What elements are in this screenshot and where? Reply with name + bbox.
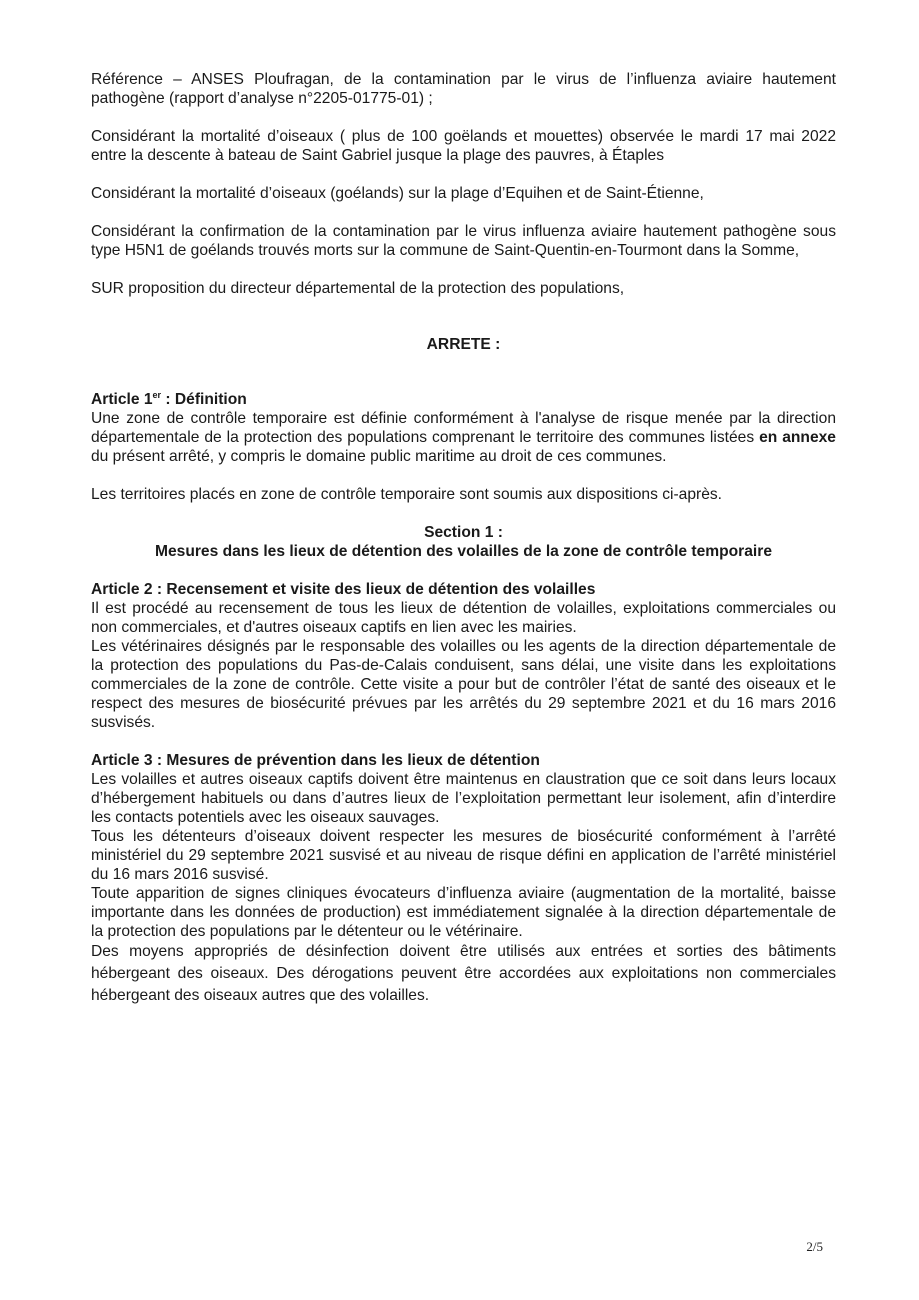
article-3-paragraph-4: Des moyens appropriés de désinfection doivent être utilisés aux entrées et sorties des bâtiments hébergeant des oiseaux. Des dérogations peuvent être accordées aux exploitations non commerciales hébergeant des oiseaux autres que des volailles. (91, 943, 836, 1004)
section-1-label: Section 1 : (424, 524, 503, 541)
page-number: 2/5 (806, 1239, 823, 1254)
section-1-heading (91, 523, 836, 561)
article-3-title: Article 3 : Mesures de prévention dans les lieux de détention (91, 752, 540, 769)
article-2-paragraph-2: Les vétérinaires désignés par le responsable des volailles ou les agents de la direction départementale de la protection des populations du Pas-de-Calais conduisent, sans délai, une visite dans les exploitations commerciales de la zone de contrôle. Cette visite a pour but de contrôler l’état de santé des oiseaux et le respect des mesures de biosécurité prévues par les arrêtés du 29 septembre 2021 et du 16 mars 2016 susvisés. (91, 638, 836, 731)
article-1-body: Une zone de contrôle temporaire est définie conformément à l'analyse de risque menée par la direction départementale de la protection des populations comprenant le territoire des communes listées en annexe du présent arrêté, y compris le domaine public maritime au droit de ces communes. (91, 410, 836, 465)
reference-paragraph: Référence – ANSES Ploufragan, de la contamination par le virus de l’influenza aviaire hautement pathogène (rapport d’analyse n°2205-01775-01) ; (91, 71, 836, 107)
article-1-body-2: Les territoires placés en zone de contrôle temporaire sont soumis aux dispositions ci-après. (91, 486, 722, 503)
article-3-paragraph-1: Les volailles et autres oiseaux captifs doivent être maintenus en claustration que ce soit dans leurs locaux d’hébergement habituels ou dans d’autres lieux de l’exploitation permettant leur isolement, afin d’interdire les contacts potentiels avec les oiseaux sauvages. (91, 771, 836, 826)
document-page (91, 70, 836, 1007)
article-1-title: Article 1er : Définition (91, 389, 247, 408)
article-2-title: Article 2 : Recensement et visite des lieux de détention des volailles (91, 581, 596, 598)
considering-h5n1-confirmation: Considérant la confirmation de la contamination par le virus influenza aviaire hautement pathogène sous type H5N1 de goélands trouvés morts sur la commune de Saint-Quentin-en-Tourmont dans la Somme, (91, 223, 836, 259)
article-3-paragraph-3: Toute apparition de signes cliniques évocateurs d’influenza aviaire (augmentation de la mortalité, baisse importante dans les données de production) est immédiatement signalée à la direction départementale de la protection des populations par le détenteur ou le vétérinaire. (91, 885, 836, 940)
article-2-paragraph-1: Il est procédé au recensement de tous les lieux de détention de volailles, exploitations commerciales ou non commerciales, et d'autres oiseaux captifs en lien avec les mairies. (91, 600, 836, 636)
proposal-paragraph: SUR proposition du directeur départemental de la protection des populations, (91, 280, 625, 297)
article-3-paragraph-2: Tous les détenteurs d’oiseaux doivent respecter les mesures de biosécurité conformément à l’arrêté ministériel du 29 septembre 2021 susvisé et au niveau de risque défini en application de l’arrêté ministériel du 16 mars 2016 susvisé. (91, 828, 836, 883)
considering-mortality-etaples: Considérant la mortalité d’oiseaux ( plus de 100 goëlands et mouettes) observée le mardi 17 mai 2022 entre la descente à bateau de Saint Gabriel jusque la plage des pauvres, à Étaples (91, 128, 836, 164)
section-1-title: Mesures dans les lieux de détention des volailles de la zone de contrôle temporaire (154, 543, 772, 560)
article-3 (91, 751, 836, 1007)
article-2 (91, 580, 836, 732)
article-1 (91, 390, 836, 504)
considering-mortality-equihen: Considérant la mortalité d’oiseaux (goélands) sur la plage d’Equihen et de Saint-Étienne, (91, 185, 704, 202)
arrete-heading: ARRETE : (426, 336, 501, 353)
